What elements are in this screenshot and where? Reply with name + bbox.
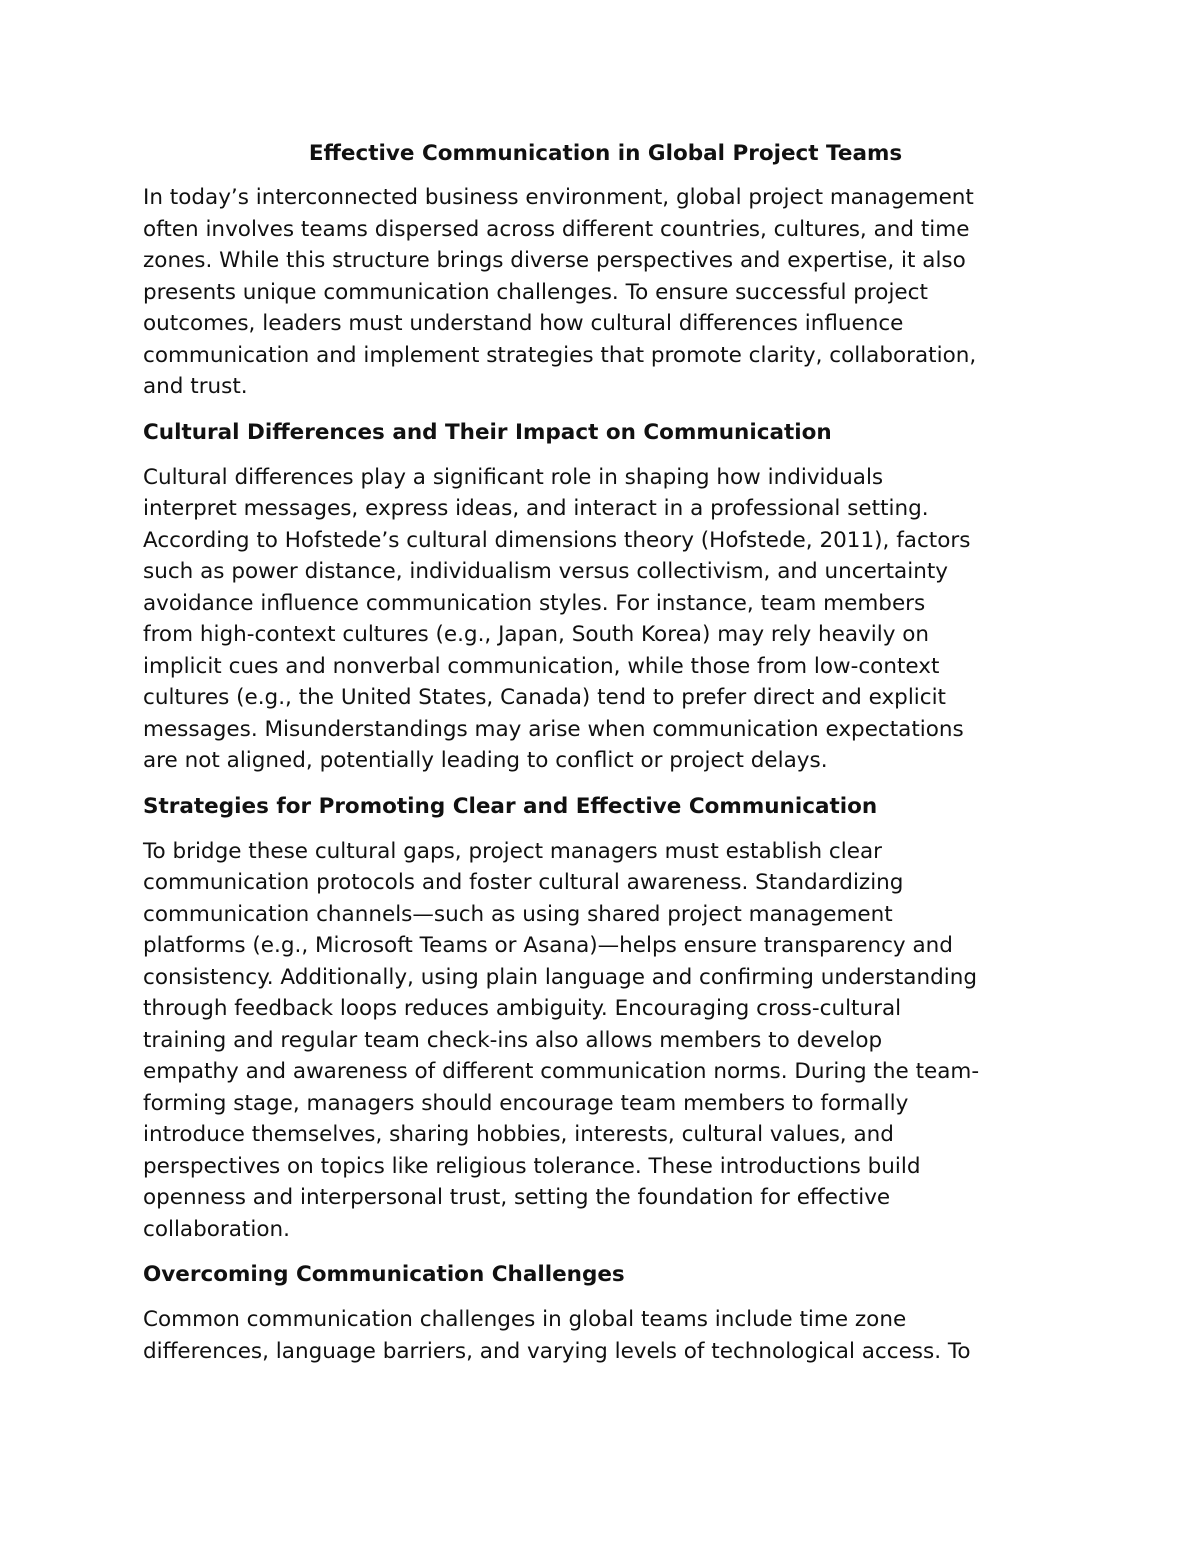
- paragraph-line: Cultural differences play a significant role in shaping how individuals: [143, 464, 884, 490]
- paragraph-line: differences, language barriers, and varying levels of technological access. To: [143, 1338, 971, 1364]
- paragraph-line: such as power distance, individualism versus collectivism, and uncertainty: [143, 559, 948, 584]
- paragraph-line: platforms (e.g., Microsoft Teams or Asana)—helps ensure transparency and: [143, 933, 953, 958]
- paragraph-line: empathy and awareness of different communication norms. During the team-: [143, 1059, 980, 1084]
- paragraph-line: zones. While this structure brings diverse perspectives and expertise, it also: [143, 248, 966, 273]
- paragraph-line: introduce themselves, sharing hobbies, interests, cultural values, and: [143, 1122, 894, 1147]
- paragraph-line: openness and interpersonal trust, setting the foundation for effective: [143, 1185, 891, 1210]
- paragraph-line: Common communication challenges in global teams include time zone: [143, 1307, 907, 1332]
- paragraph-line: forming stage, managers should encourage team members to formally: [143, 1090, 909, 1116]
- paragraph-line: In today’s interconnected business environment, global project management: [143, 185, 974, 210]
- cultural-differences-paragraph: [143, 462, 1068, 777]
- paragraph-line: interpret messages, express ideas, and interact in a professional setting.: [143, 496, 929, 521]
- strategies-paragraph: [143, 836, 1068, 1246]
- paragraph-line: collaboration.: [143, 1216, 290, 1242]
- paragraph-line: presents unique communication challenges. To ensure successful project: [143, 279, 928, 305]
- paragraph-line: outcomes, leaders must understand how cultural differences influence: [143, 311, 904, 336]
- section-heading-strategies: Strategies for Promoting Clear and Effective Communication: [143, 793, 878, 819]
- paragraph-line: avoidance influence communication styles. For instance, team members: [143, 590, 926, 616]
- paragraph-line: implicit cues and nonverbal communication, while those from low-context: [143, 653, 940, 679]
- document-page: [143, 138, 1068, 1381]
- section-heading-overcoming-challenges: Overcoming Communication Challenges: [143, 1262, 625, 1287]
- paragraph-line: often involves teams dispersed across different countries, cultures, and time: [143, 216, 970, 242]
- paragraph-line: through feedback loops reduces ambiguity. Encouraging cross-cultural: [143, 996, 902, 1021]
- paragraph-line: communication protocols and foster cultural awareness. Standardizing: [143, 870, 904, 895]
- paragraph-line: messages. Misunderstandings may arise when communication expectations: [143, 716, 964, 742]
- paragraph-line: training and regular team check-ins also allows members to develop: [143, 1027, 883, 1053]
- paragraph-line: from high-context cultures (e.g., Japan, South Korea) may rely heavily on: [143, 622, 930, 647]
- intro-paragraph: [143, 182, 1068, 403]
- paragraph-line: According to Hofstede’s cultural dimensions theory (Hofstede, 2011), factors: [143, 527, 971, 553]
- section-heading-cultural-differences: Cultural Differences and Their Impact on Communication: [143, 419, 832, 445]
- overcoming-challenges-paragraph: [143, 1304, 1068, 1367]
- paragraph-line: communication and implement strategies that promote clarity, collaboration,: [143, 342, 977, 368]
- paragraph-line: and trust.: [143, 374, 248, 399]
- paragraph-line: consistency. Additionally, using plain language and confirming understanding: [143, 964, 977, 990]
- paragraph-line: To bridge these cultural gaps, project managers must establish clear: [143, 838, 882, 864]
- paragraph-line: cultures (e.g., the United States, Canada) tend to prefer direct and explicit: [143, 685, 946, 710]
- document-title: Effective Communication in Global Project Teams: [308, 141, 903, 166]
- paragraph-line: are not aligned, potentially leading to conflict or project delays.: [143, 748, 828, 773]
- paragraph-line: perspectives on topics like religious tolerance. These introductions build: [143, 1153, 921, 1179]
- paragraph-line: communication channels—such as using shared project management: [143, 901, 893, 927]
